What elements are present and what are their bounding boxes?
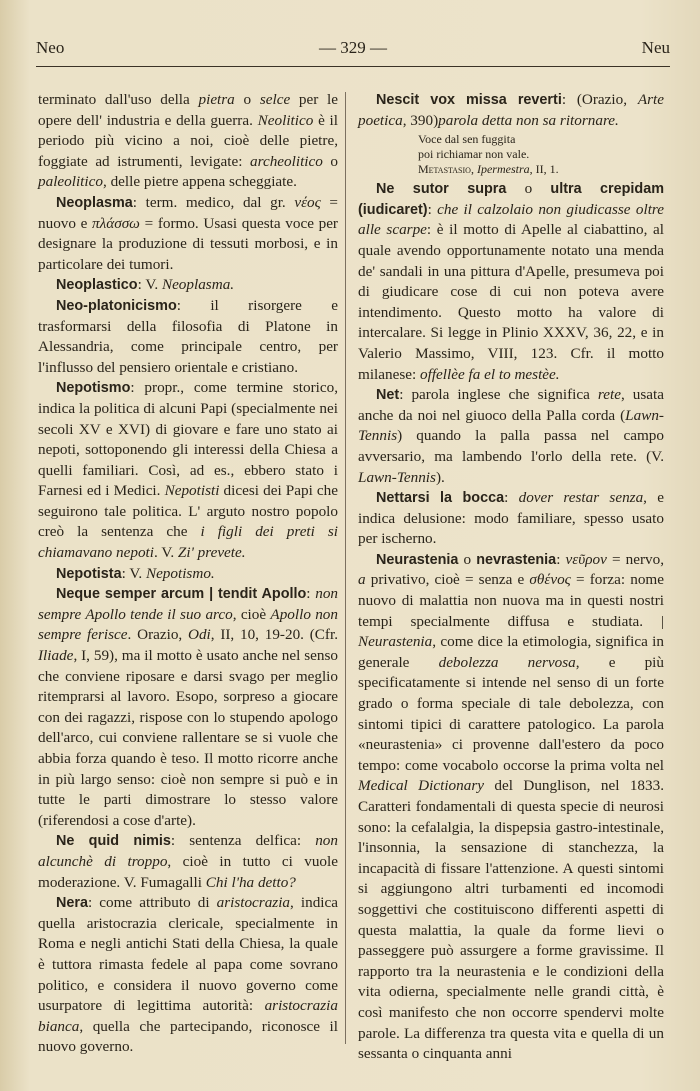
verse-line: Voce dal sen fuggita bbox=[418, 132, 516, 147]
entry-neoplasma: Neoplasma: term. medico, dal gr. νέος = nuovo e πλάσσω = formo. Usasi questa voce per designare la produzione di tessuti morbosi, e in particolare dei tumori. bbox=[38, 193, 338, 273]
entry-ne-sutor: Ne sutor supra o ultra crepidam (iudicaret): che il calzolaio non giudicasse oltre alle scarpe: è il motto di Apelle al ciabattino, al quale avendo opportunamente notato una menda de' sandali in una pittura d'Apelle, presumeva poi di giudicare cose di cui non poteva avere intendimento. Questo motto ha valore di intercalare. Si legge in Plinio XXXV, 36, 22, e in Valerio Massimo, VIII, 123. Cfr. il motto milanese: offellèe fa el to mestèe. bbox=[358, 180, 665, 383]
headword: Nepotismo bbox=[56, 380, 131, 397]
entry-neo-platonicismo: Neo-platonicismo: il risorgere e trasformarsi della filosofia di Platone in Alessandria, come principale centro, per l'influsso del pensiero orientale e cristiano. bbox=[38, 296, 338, 376]
headword: nevrastenia bbox=[476, 551, 557, 568]
entry-neoplastico: Neoplastico: V. Neoplasma. bbox=[56, 276, 235, 294]
entry-continuation: terminato dall'uso della pietra o selce per le opere dell' industria e della guerra. Neolitico è il periodo più vicino a noi, cioè delle pietre, foggiate ad istrumenti, levigate: archeolitico o paleolitico, delle pietre appena scheggiate. bbox=[38, 91, 338, 191]
right-column bbox=[358, 90, 664, 1065]
headword: Ne sutor supra bbox=[376, 181, 507, 198]
headword: Nettarsi la bocca bbox=[376, 490, 505, 507]
page-number: — 329 — bbox=[319, 38, 387, 57]
header-left-guideword: Neo bbox=[36, 38, 65, 57]
headword: Neque semper arcum | tendit Apollo bbox=[56, 586, 307, 603]
headword: Ne quid nimis bbox=[56, 833, 171, 850]
verse-quotation bbox=[418, 132, 664, 177]
entry-nescit-vox: Nescit vox missa reverti: (Orazio, Arte poetica, 390)parola detta non sa ritornare. bbox=[358, 91, 664, 129]
headword: Nepotista bbox=[56, 565, 122, 582]
entry-neque-semper-arcum: Neque semper arcum | tendit Apollo: non sempre Apollo tende il suo arco, cioè Apollo non sempre ferisce. Orazio, Odi, II, 10, 19-20. (Cfr. Iliade, I, 59), ma il motto è usato anche nel senso che conviene riposare e darsi svago per meglio ritemprarsi al lavoro. Esopo, sorpreso a giocare con dei ragazzi, rispose con lo stupendo apologo dell'arco, cui conviene rallentare se si vuole che abbia forza quando è teso. Il motto ricorre anche in più largo senso: cioè non sempre si può e in tutte le parti dimostrare lo stesso valore (riferendosi a cose d'arte). bbox=[38, 585, 338, 829]
header-rule bbox=[36, 66, 670, 67]
headword: Nera bbox=[56, 895, 88, 912]
left-column bbox=[38, 90, 338, 1058]
headword: Nescit vox missa reverti bbox=[376, 92, 562, 108]
headword: Neurastenia bbox=[376, 551, 459, 568]
header-right-guideword: Neu bbox=[641, 38, 670, 57]
headword: Net bbox=[376, 387, 400, 404]
entry-nepotismo: Nepotismo: propr., come termine storico, indica la politica di alcuni Papi (specialmente nei secoli XV e XVI) di giovare e fare uno stato ai nepoti, sottoponendo gli interessi della Chiesa a quelli familiari. Così, ad es., ebbero stato i Farnesi ed i Medici. Nepotisti dicesi dei Papi che seguirono tale politica. L' arguto nostro popolo creò la sentenza che i figli dei preti si chiamavano nepoti. V. Zi' prevete. bbox=[38, 379, 339, 562]
entry-nepotista: Nepotista: V. Nepotismo. bbox=[56, 564, 215, 582]
headword: Neoplastico bbox=[56, 277, 138, 294]
page-header bbox=[36, 38, 670, 60]
entry-ne-quid-nimis: Ne quid nimis: sentenza delfica: non alcunchè di troppo, cioè in tutto ci vuole moderazione. V. Fumagalli Chi l'ha detto? bbox=[38, 832, 338, 891]
headword: Neoplasma bbox=[56, 194, 133, 211]
entry-nettarsi-la-bocca: Nettarsi la bocca: dover restar senza, e indica delusione: modo familiare, spesso usato per ischerno. bbox=[358, 489, 664, 548]
entry-nera: Nera: come attributo di aristocrazia, indica quella aristocrazia clericale, specialmente in Roma e negli antichi Stati della Chiesa, la quale è tuttora rimasta fedele al papa come sovrano politico, e considera il nuovo governo come usurpatore di legittima autorità: aristocrazia bianca, quella che partecipando, riconosce il nuovo governo. bbox=[38, 894, 338, 1056]
headword: ultra crepidam (iudicaret) bbox=[358, 181, 665, 218]
headword: Neo-platonicismo bbox=[56, 297, 177, 314]
verse-line: poi richiamar non vale. bbox=[418, 147, 530, 162]
quotation-attribution: Metastasio, Ipermestra, II, 1. bbox=[418, 162, 559, 177]
entry-net: Net: parola inglese che significa rete, usata anche da noi nel giuoco della Palla corda (Lawn-Tennis) quando la palla passa nel campo avversario, ma lambendo l'orlo della rete. (V. Lawn-Tennis). bbox=[358, 386, 664, 486]
column-divider bbox=[345, 92, 346, 1044]
entry-neurastenia: Neurastenia o nevrastenia: νεῦρον = nervo, a privativo, cioè = senza e σθένος = forza: nome nuovo di malattia non nuova ma in questi nostri tempi specialmente diffusa e studiata. | Neurastenia, come dice la etimologia, significa in generale debolezza nervosa, e più specificatamente si intende nel senso di un forte grado o forma speciale di tale debolezza, con sintomi tipici di carattere patologico. La parola «neurastenia» ci provenne dall'estero da poco tempo: come vocabolo occorse la prima volta nel Medical Dictionary del Dunglison, nel 1833. Caratteri fondamentali di questa specie di neurosi sono: la cefalalgia, la dispepsia gastro-intestinale, l'insonnia, la sensazione di stanchezza, la incapacità di fissare l'attenzione. A questi sintomi si aggiungono altri turbamenti ed incomodi soggettivi che costituiscono differenti aspetti di questa malattia, la quale da forme lievi o passeggere può assurgere a forme gravissime. Il rapporto tra la neurastenia e le condizioni della vita odierna, specialmente nelle grandi città, è così manifesto che non occorre spendervi molte parole. La differenza tra questa vita e quella di un sessanta o cinquanta anni bbox=[358, 550, 664, 1063]
